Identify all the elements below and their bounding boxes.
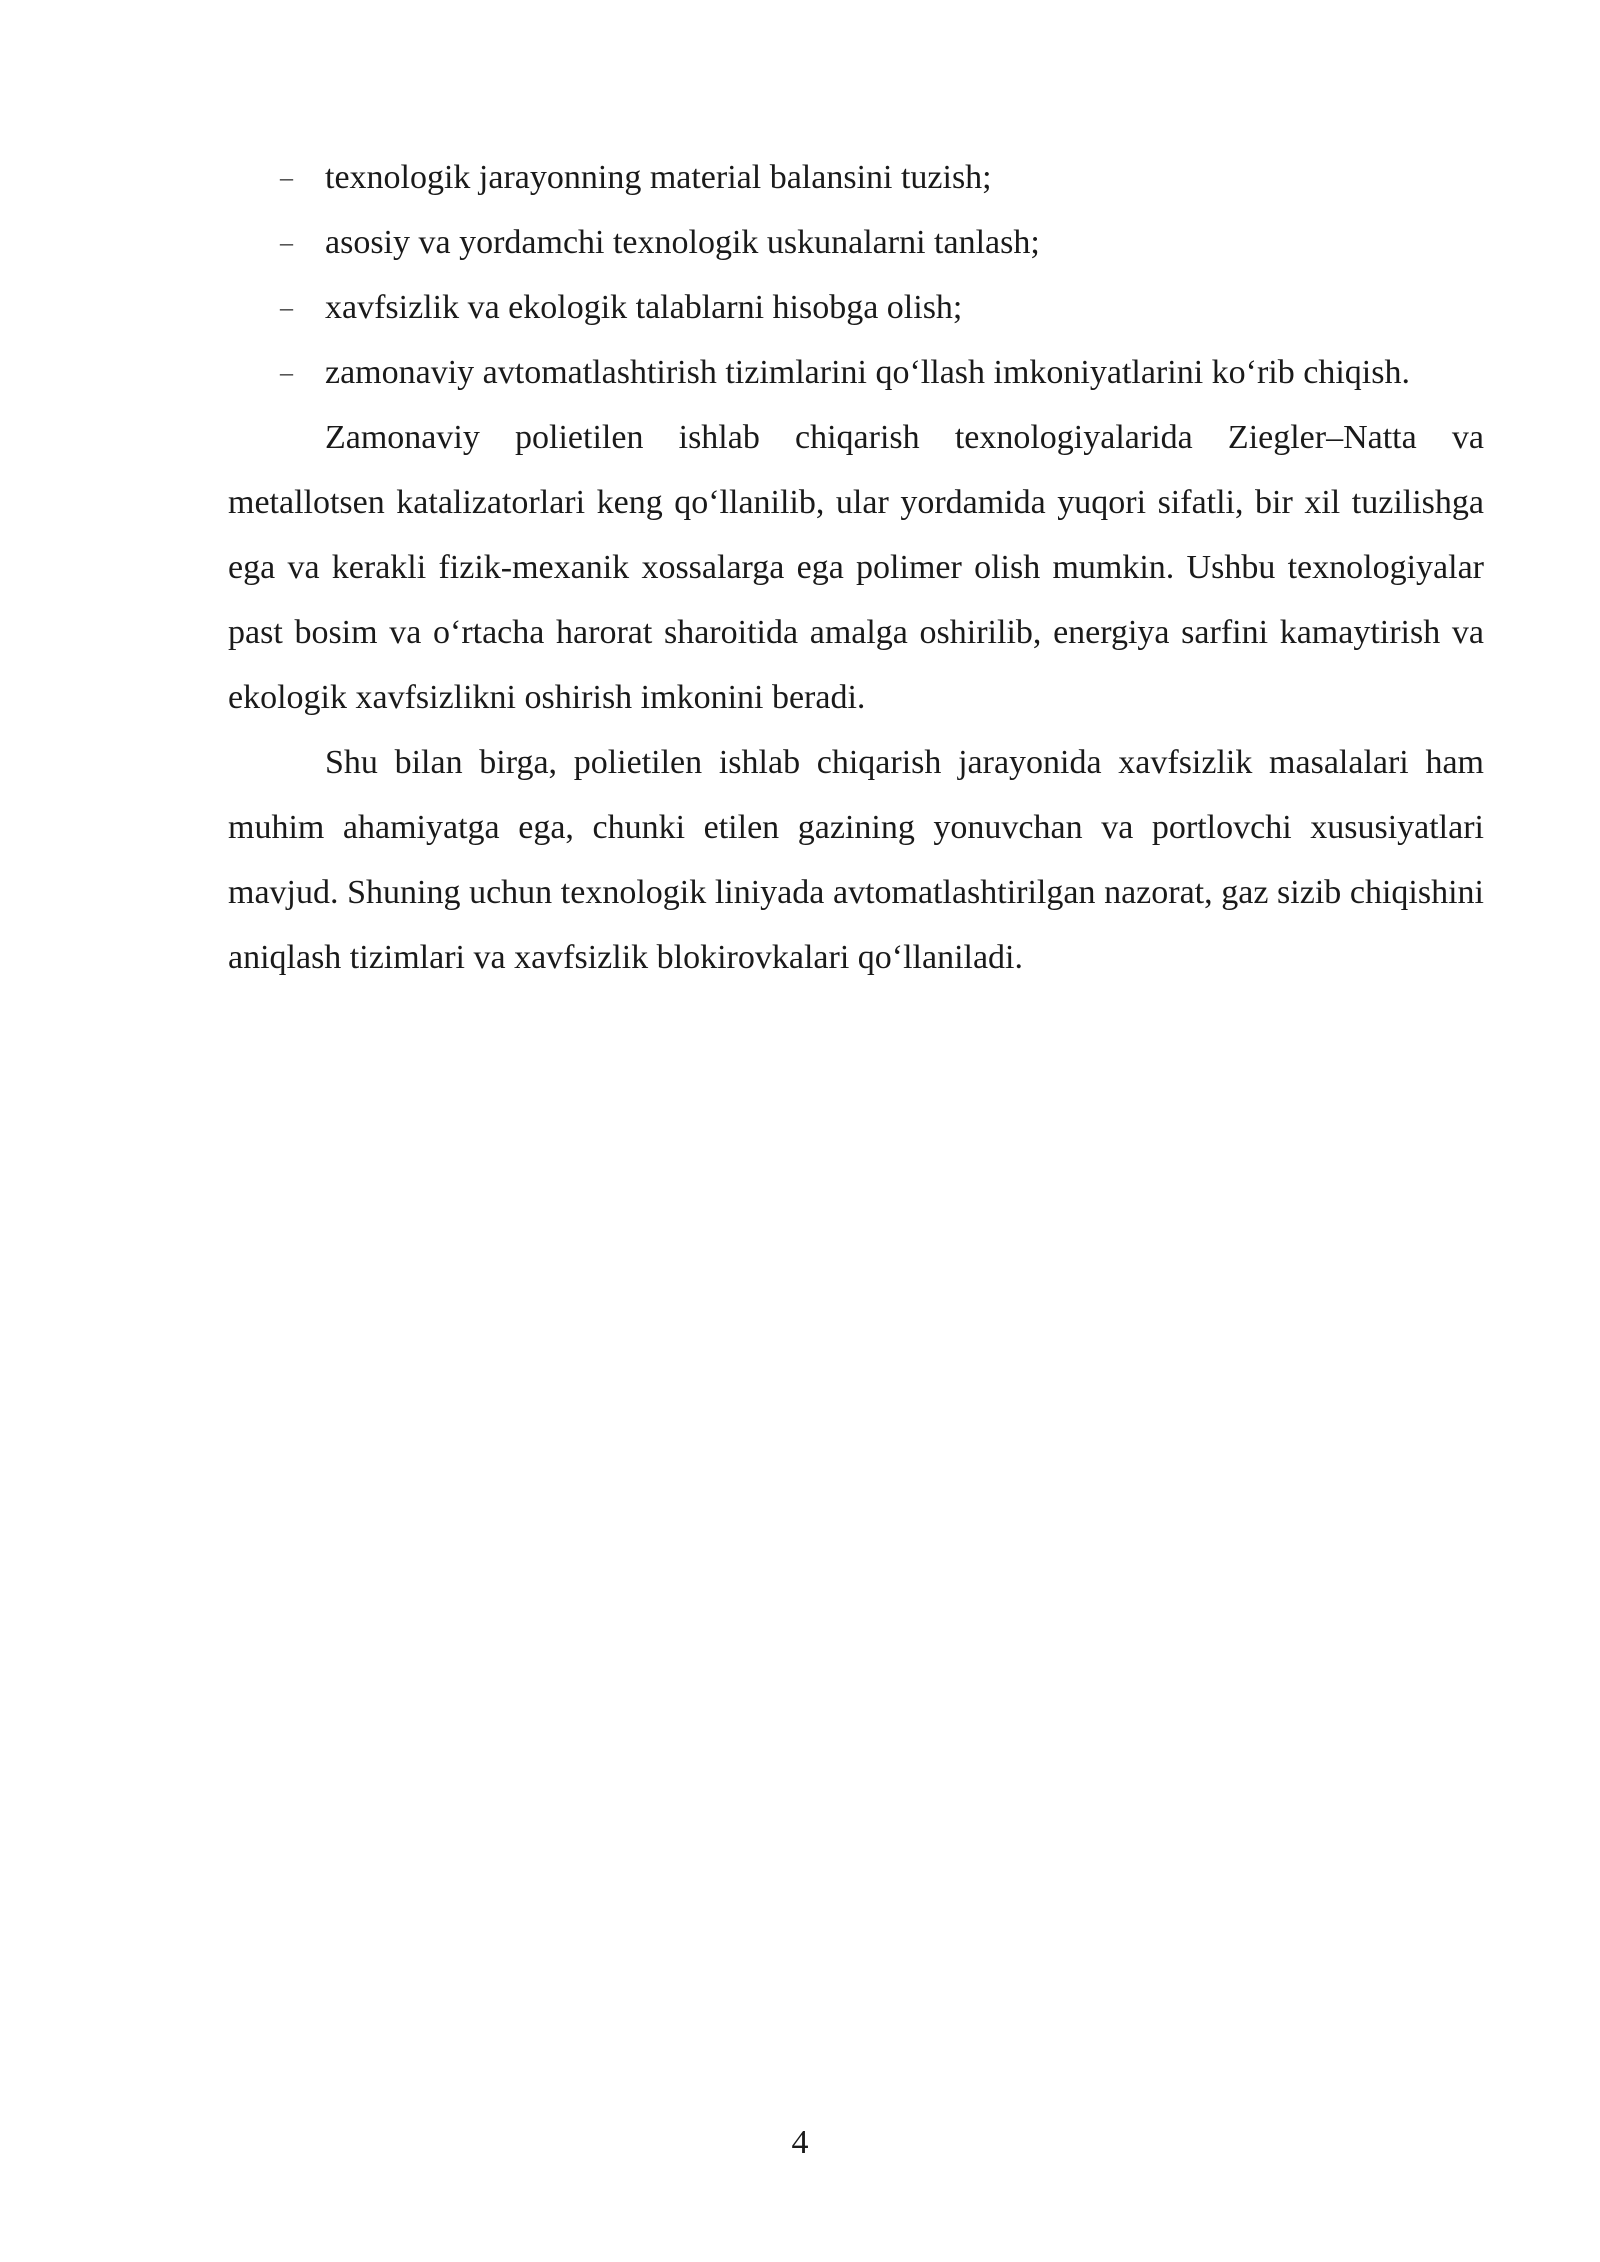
list-item-text: texnologik jarayonning material balansini tuzish; xyxy=(325,159,992,196)
list-item-text: zamonaviy avtomatlashtirish tizimlarini qo‘llash imkoniyatlarini ko‘rib chiqish. xyxy=(325,354,1410,391)
list-item xyxy=(228,275,1484,340)
dash-bullet-icon: – xyxy=(280,358,293,387)
list-item xyxy=(228,340,1484,405)
dash-bullet-icon: – xyxy=(280,163,293,192)
dash-bullet-icon: – xyxy=(280,293,293,322)
list-item-text: xavfsizlik va ekologik talablarni hisobga olish; xyxy=(325,289,963,326)
page-content xyxy=(228,145,1484,990)
list-item xyxy=(228,210,1484,275)
body-paragraph: Shu bilan birga, polietilen ishlab chiqarish jarayonida xavfsizlik masalalari ham muhim ahamiyatga ega, chunki etilen gazining yonuvchan va portlovchi xususiyatlari mavjud. Shuning uchun texnologik liniyada avtomatlashtirilgan nazorat, gaz sizib chiqishini aniqlash tizimlari va xavfsizlik blokirovkalari qo‘llaniladi. xyxy=(228,744,1484,976)
page-number: 4 xyxy=(791,2124,809,2161)
list-item-text: asosiy va yordamchi texnologik uskunalarni tanlash; xyxy=(325,224,1040,261)
dash-bullet-icon: – xyxy=(280,228,293,257)
bullet-list xyxy=(228,145,1484,405)
body-paragraph: Zamonaviy polietilen ishlab chiqarish texnologiyalarida Ziegler–Natta va metallotsen katalizatorlari keng qo‘llanilib, ular yordamida yuqori sifatli, bir xil tuzilishga ega va kerakli fizik-mexanik xossalarga ega polimer olish mumkin. Ushbu texnologiyalar past bosim va o‘rtacha harorat sharoitida amalga oshirilib, energiya sarfini kamaytirish va ekologik xavfsizlikni oshirish imkonini beradi. xyxy=(228,419,1484,716)
list-item xyxy=(228,145,1484,210)
